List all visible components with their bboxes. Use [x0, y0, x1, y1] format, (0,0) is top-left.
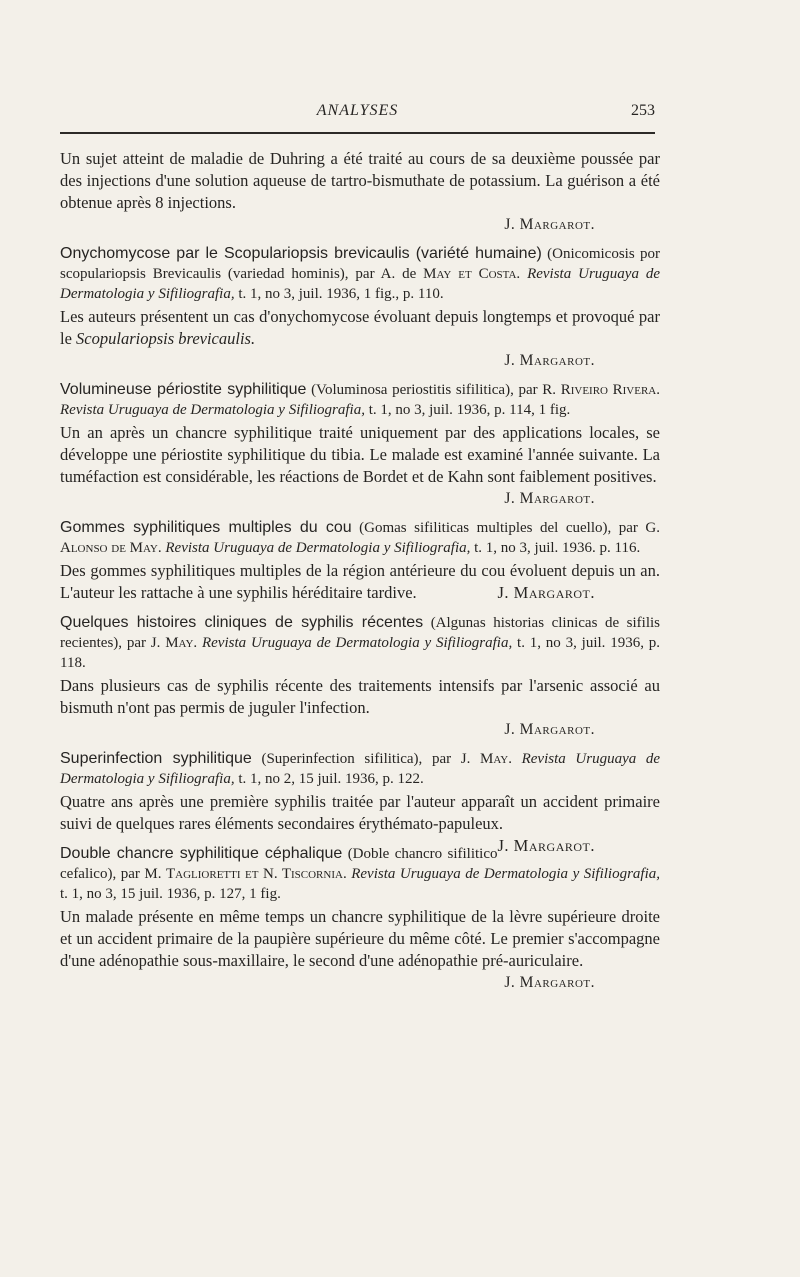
author-names: Riveiro Rivera.: [560, 382, 660, 398]
signature: J. Margarot.: [504, 721, 595, 738]
entry-gommes: [60, 518, 660, 604]
author-names: Alonso de May.: [60, 540, 162, 556]
entry-headline: Double chancre syphilitique céphalique: [60, 845, 343, 862]
entry-body: Un an après un chancre syphilitique traité uniquement par des applications locales, se développe une périostite syphilitique du tibia. Le malade est examiné l'année suivante. La tuméfaction est considérable, les réactions de Bordet et de Kahn sont faiblement positives.: [60, 423, 660, 486]
entry-body-text: Des gommes syphilitiques multiples de la région antérieure du cou évoluent depuis un an. L'auteur les rattache à une syphilis héréditaire tardive.: [60, 561, 660, 602]
page-number: 253: [631, 102, 655, 119]
entry-periostite: [60, 380, 660, 509]
entry-body: [60, 306, 660, 350]
article-column: [60, 148, 660, 1002]
signature: J. Margarot.: [504, 352, 595, 369]
citation: [60, 518, 660, 558]
signature: J. Margarot.: [497, 836, 595, 855]
citation: [60, 613, 660, 673]
entry-body: Dans plusieurs cas de syphilis récente des traitements intensifs par l'arsenic associé au bismuth n'ont pas permis de juguler l'infection.: [60, 676, 660, 717]
citation-details: t. 1, no 2, 15 juil. 1936, p. 122.: [238, 771, 424, 787]
citation-text: (Doble chancro sifilitico cefalico), par M.: [60, 846, 498, 882]
entry-headline: Volumineuse périostite syphilitique: [60, 381, 307, 398]
entry-body: [60, 560, 660, 604]
citation-text: (Onicomicosis por scopulariopsis Brevicaulis (variedad hominis), par A. de: [60, 246, 661, 282]
citation-details: t. 1, no 3, juil. 1936, p. 114, 1 fig.: [368, 402, 571, 418]
entry-double-chancre: [60, 844, 660, 993]
header-rule: [60, 132, 655, 134]
journal-title: Revista Uruguaya de Dermatologia y Sifiliografia,: [60, 751, 661, 787]
signature: J. Margarot.: [504, 490, 595, 507]
entry-headline: Superinfection syphilitique: [60, 750, 252, 767]
citation-text: (Voluminosa periostitis sifilitica), par R.: [311, 382, 557, 398]
entry-histoires: [60, 613, 660, 740]
journal-title: Revista Uruguaya de Dermatologia y Sifiliografia,: [60, 402, 365, 418]
signature: J. Margarot.: [504, 974, 595, 991]
citation: [60, 244, 660, 304]
running-title: ANALYSES: [316, 102, 399, 119]
signature: J. Margarot.: [497, 583, 595, 602]
entry-headline: Gommes syphilitiques multiples du cou: [60, 519, 352, 536]
author-names: May.: [479, 751, 512, 767]
entry-onychomycose: [60, 244, 660, 371]
author-names: Taglioretti et N. Tiscornia.: [166, 866, 347, 882]
signature: J. Margarot.: [504, 216, 595, 233]
citation-details: t. 1, no 3, juil. 1936, 1 fig., p. 110.: [238, 286, 444, 302]
entry-body: Un malade présente en même temps un chancre syphilitique de la lèvre supérieure droite et un accident primaire de la paupière supérieure du même côté. Le premier s'accompagne d'une adénopathie sous-maxillaire, le second d'une adénopathie pré-auriculaire.: [60, 907, 660, 970]
journal-title: Revista Uruguaya de Dermatologia y Sifiliografia,: [351, 866, 661, 882]
author-names: May.: [165, 635, 198, 651]
entry-body-text: Les auteurs présentent un cas d'onychomycose évoluant depuis longtemps et provoqué par le: [60, 307, 660, 348]
citation-details: t. 1, no 3, 15 juil. 1936, p. 127, 1 fig.: [60, 886, 281, 902]
journal-title: Revista Uruguaya de Dermatologia y Sifiliografia,: [201, 635, 513, 651]
entry-headline: Onychomycose par le Scopulariopsis brevicaulis (variété humaine): [60, 245, 542, 262]
citation: [60, 749, 660, 789]
citation-text: (Algunas historias clinicas de sifilis recientes), par J.: [60, 615, 660, 651]
journal-title: Revista Uruguaya de Dermatologia y Sifiliografia,: [60, 266, 660, 302]
entry-body-text: Quatre ans après une première syphilis traitée par l'auteur apparaît un accident primaire suivi de quelques rares éléments secondaires érythémato-papuleux.: [60, 792, 660, 833]
citation-details: t. 1, no 3, juil. 1936. p. 116.: [474, 540, 641, 556]
citation-text: (Superinfection sifilitica), par J.: [261, 751, 471, 767]
journal-title: Revista Uruguaya de Dermatologia y Sifiliografia,: [165, 540, 471, 556]
citation-details: t. 1, no 3, juil. 1936, p. 118.: [60, 635, 661, 671]
citation: [60, 380, 660, 420]
intro-text: Un sujet atteint de maladie de Duhring a été traité au cours de sa deuxième poussée par des injections d'une solution aqueuse de tartro-bismuthate de potassium. La guérison a été obtenue après 8 injections.: [60, 149, 660, 212]
entry-headline: Quelques histoires cliniques de syphilis récentes: [60, 614, 424, 631]
citation-text: (Gomas sifiliticas multiples del cuello), par G.: [359, 520, 660, 536]
author-names: May et Costa.: [423, 266, 521, 282]
page-header: [60, 96, 655, 126]
intro-entry: [60, 148, 660, 235]
species-name: Scopulariopsis brevicaulis.: [76, 329, 256, 348]
